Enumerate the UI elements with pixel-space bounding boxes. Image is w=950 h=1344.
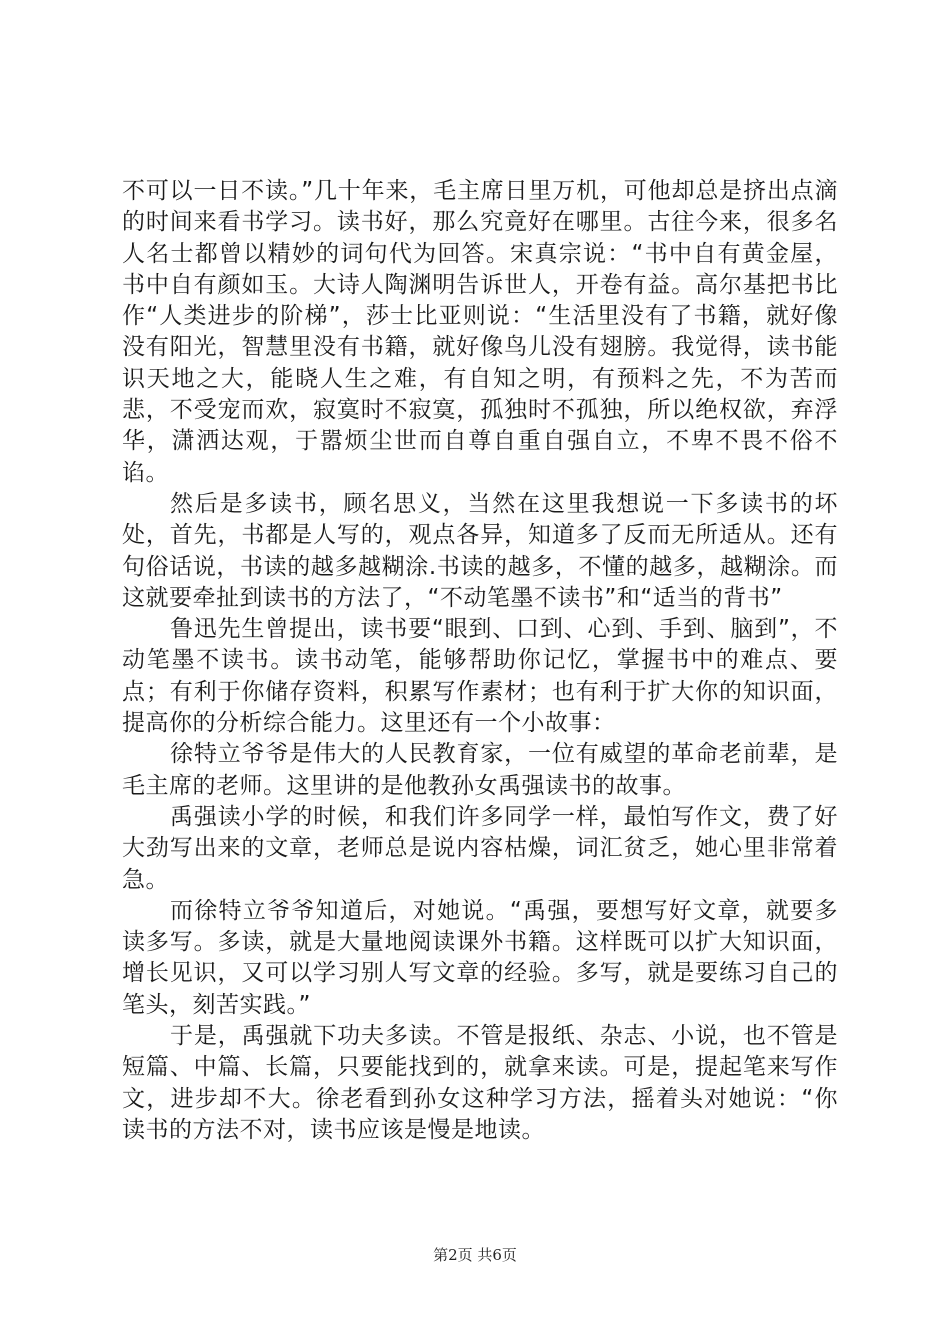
- paragraph-3: 鲁迅先生曾提出，读书要“眼到、口到、心到、手到、脑到”，不动笔墨不读书。读书动笔，能够帮助你记忆，掌握书中的难点、要点；有利于你储存资料，积累写作素材；也有利于扩大你的知识面，提高你的分析综合能力。这里还有一个小故事：: [122, 616, 838, 737]
- paragraph-1: 不可以一日不读。”几十年来，毛主席日里万机，可他却总是挤出点滴的时间来看书学习。读书好，那么究竟好在哪里。古往今来，很多名人名士都曾以精妙的词句代为回答。宋真宗说：“书中自有黄金屋，书中自有颜如玉。大诗人陶渊明告诉世人，开卷有益。高尔基把书比作“人类进步的阶梯”，莎士比亚则说：“生活里没有了书籍，就好像没有阳光，智慧里没有书籍，就好像鸟儿没有翅膀。我觉得，读书能识天地之大，能晓人生之难，有自知之明，有预料之先，不为苦而悲，不受宠而欢，寂寞时不寂寞，孤独时不孤独，所以绝权欲，弃浮华，潇洒达观，于嚣烦尘世而自尊自重自强自立，不卑不畏不俗不谄。: [122, 178, 838, 486]
- paragraph-7: 于是，禹强就下功夫多读。不管是报纸、杂志、小说，也不管是短篇、中篇、长篇，只要能找到的，就拿来读。可是，提起笔来写作文，进步却不大。徐老看到孙女这种学习方法，摇着头对她说：“你读书的方法不对，读书应该是慢是地读。: [122, 1023, 838, 1143]
- document-body: [122, 176, 838, 1146]
- paragraph-6: 而徐特立爷爷知道后，对她说。“禹强，要想写好文章，就要多读多写。多读，就是大量地阅读课外书籍。这样既可以扩大知识面，增长见识，又可以学习别人写文章的经验。多写，就是要练习自己的笔头，刻苦实践。”: [122, 897, 838, 1018]
- paragraph-4: 徐特立爷爷是伟大的人民教育家，一位有威望的革命老前辈，是毛主席的老师。这里讲的是他教孙女禹强读书的故事。: [122, 741, 838, 799]
- paragraph-5: 禹强读小学的时候，和我们许多同学一样，最怕写作文，费了好大劲写出来的文章，老师总是说内容枯燥，词汇贫乏，她心里非常着急。: [122, 803, 838, 893]
- page-footer: 第2页 共6页: [433, 1246, 517, 1264]
- paragraph-2: 然后是多读书，顾名思义，当然在这里我想说一下多读书的坏处，首先，书都是人写的，观点各异，知道多了反而无所适从。还有句俗话说，书读的越多越糊涂.书读的越多，不懂的越多，越糊涂。而这就要牵扯到读书的方法了，“不动笔墨不读书”和“适当的背书”: [122, 490, 838, 611]
